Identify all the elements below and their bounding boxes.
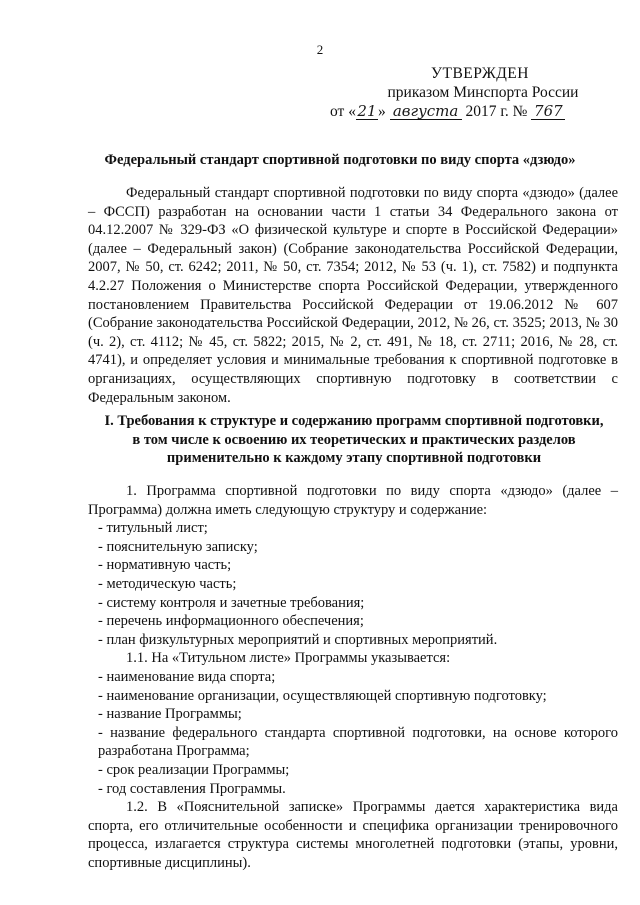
paragraph-1-1: 1.1. На «Титульном листе» Программы указывается: <box>126 650 451 667</box>
title-page-list <box>88 668 618 798</box>
list-item: - название федерального стандарта спортивной подготовки, на основе которого разработана Программа; <box>98 724 618 760</box>
list-item: - титульный лист; <box>98 520 208 537</box>
structure-list <box>88 519 618 649</box>
intro-block <box>88 184 618 407</box>
list-item: - методическую часть; <box>98 575 237 592</box>
paragraph-1-2: 1.2. В «Пояснительной записке» Программы дается характеристика вида спорта, его отличительные особенности и специфика организации тренировочного процесса, излагается структура системы многолетней подготовки (этапы, уровни, спортивные дисциплины). <box>88 799 618 871</box>
list-item: - наименование организации, осуществляющей спортивную подготовку; <box>98 687 547 704</box>
list-item: - план физкультурных мероприятий и спортивных мероприятий. <box>98 631 498 648</box>
list-item: - срок реализации Программы; <box>98 761 290 778</box>
handwritten-month: августа <box>390 104 462 120</box>
section-heading-line-2: в том числе к освоению их теоретических и практических разделов <box>132 431 576 448</box>
document-title: Федеральный стандарт спортивной подготовки по виду спорта «дзюдо» <box>104 152 576 168</box>
list-item: - перечень информационного обеспечения; <box>98 613 364 630</box>
year-text: 2017 г. № <box>461 103 532 120</box>
paragraph-1: 1. Программа спортивной подготовки по виду спорта «дзюдо» (далее – Программа) должна иметь следующую структуру и содержание: <box>88 483 618 518</box>
list-item: - название Программы; <box>98 706 242 723</box>
handwritten-number: 767 <box>531 104 565 120</box>
list-item: - пояснительную записку; <box>98 538 258 555</box>
list-item: - нормативную часть; <box>98 557 232 574</box>
section-body <box>88 482 618 872</box>
approval-date-line <box>330 102 610 121</box>
approval-title: УТВЕРЖДЕН <box>431 65 529 82</box>
approval-block <box>330 64 610 121</box>
handwritten-day: 21 <box>357 102 377 120</box>
date-prefix: от « <box>330 103 356 120</box>
page-number: 2 <box>316 42 324 57</box>
section-heading-line-3: применительно к каждому этапу спортивной подготовки <box>166 450 542 467</box>
section-heading <box>84 412 624 468</box>
list-item: - год составления Программы. <box>98 780 286 797</box>
intro-paragraph: Федеральный стандарт спортивной подготовки по виду спорта «дзюдо» (далее – ФССП) разработан на основании части 1 статьи 34 Федерального закона от 04.12.2007 № 329-ФЗ «О физической культуре и спорте в Российской Федерации» (далее – Федеральный закон) (Собрание законодательства Российской Федерации, 2007, № 50, ст. 6242; 2011, № 50, ст. 7354; 2012, № 53 (ч. 1), ст. 7582) и подпункта 4.2.27 Положения о Министерстве спорта Российской Федерации, утвержденного постановлением Правительства Российской Федерации от 19.06.2012 № 607 (Собрание законодательства Российской Федерации, 2012, № 26, ст. 3525; 2013, № 30 (ч. 2), ст. 4112; № 45, ст. 5822; 2015, № 2, ст. 491, № 18, ст. 2711; 2016, № 28, ст. 4741), и определяет условия и минимальные требования к спортивной подготовке в организациях, осуществляющих спортивную подготовку в соответствии с Федеральным законом. <box>88 185 618 406</box>
approval-order: приказом Минспорта России <box>387 84 579 101</box>
list-item: - систему контроля и зачетные требования; <box>98 594 365 611</box>
date-mid: » <box>377 103 390 120</box>
section-heading-line-1: I. Требования к структуре и содержанию программ спортивной подготовки, <box>104 413 604 429</box>
list-item: - наименование вида спорта; <box>98 668 276 685</box>
